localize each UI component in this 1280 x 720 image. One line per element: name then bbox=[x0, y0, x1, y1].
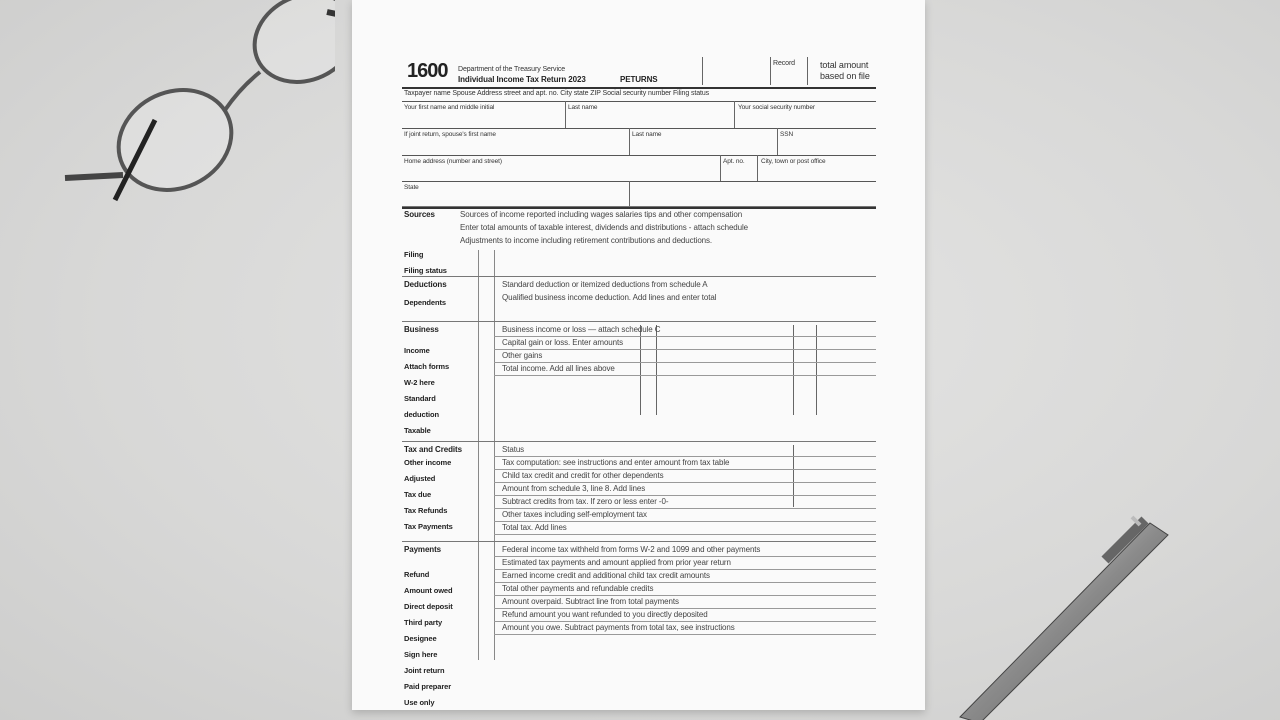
divider bbox=[793, 325, 794, 415]
top-right-line1: total amount bbox=[820, 60, 869, 70]
divider bbox=[816, 325, 817, 415]
divider bbox=[720, 155, 721, 182]
divider bbox=[494, 336, 876, 337]
divider bbox=[629, 181, 630, 208]
field-label: SSN bbox=[780, 131, 794, 138]
margin-label: Sign here bbox=[404, 650, 438, 659]
line-item: Amount from schedule 3, line 8. Add lines bbox=[502, 484, 646, 493]
margin-label: Use only bbox=[404, 698, 435, 707]
line-item: Other taxes including self-employment tax bbox=[502, 510, 647, 519]
margin-label: W-2 here bbox=[404, 378, 435, 387]
record-box: Record bbox=[773, 60, 795, 67]
field-label: Last name bbox=[568, 104, 598, 111]
divider bbox=[494, 250, 495, 660]
margin-label: deduction bbox=[404, 410, 439, 419]
divider bbox=[402, 206, 876, 207]
divider bbox=[402, 207, 876, 209]
section-label: Sources bbox=[404, 210, 435, 219]
line-item: Enter total amounts of taxable interest, dividends and distributions - attach schedule bbox=[460, 223, 749, 232]
divider bbox=[494, 456, 876, 457]
margin-label: Taxable bbox=[404, 426, 431, 435]
section-label: Business bbox=[404, 325, 439, 334]
divider bbox=[494, 482, 876, 483]
margin-label: Standard bbox=[404, 394, 436, 403]
margin-label: Other income bbox=[404, 458, 452, 467]
divider bbox=[494, 621, 876, 622]
divider bbox=[494, 534, 876, 535]
divider bbox=[629, 128, 630, 155]
form-title-line2: Individual Income Tax Return 2023 bbox=[458, 75, 586, 84]
margin-label: Dependents bbox=[404, 298, 446, 307]
line-item: Amount you owe. Subtract payments from total tax, see instructions bbox=[502, 623, 735, 632]
form-title-line1: Department of the Treasury Service bbox=[458, 66, 566, 73]
divider bbox=[494, 556, 876, 557]
line-item: Qualified business income deduction. Add lines and enter total bbox=[502, 293, 717, 302]
margin-label: Refund bbox=[404, 570, 430, 579]
field-label: State bbox=[404, 184, 419, 191]
divider bbox=[402, 181, 876, 182]
margin-label: Direct deposit bbox=[404, 602, 453, 611]
divider bbox=[793, 445, 794, 507]
divider bbox=[402, 101, 876, 102]
divider bbox=[402, 128, 876, 129]
divider bbox=[777, 128, 778, 155]
divider bbox=[770, 57, 771, 85]
line-item: Status bbox=[502, 445, 525, 454]
section-label: Tax and Credits bbox=[404, 445, 462, 454]
form-title-tag: PETURNS bbox=[620, 75, 658, 84]
divider bbox=[757, 155, 758, 182]
divider bbox=[402, 87, 876, 89]
field-label: If joint return, spouse's first name bbox=[404, 131, 496, 138]
divider bbox=[494, 582, 876, 583]
margin-label: Amount owed bbox=[404, 586, 453, 595]
line-item: Refund amount you want refunded to you directly deposited bbox=[502, 610, 708, 619]
divider bbox=[494, 634, 876, 635]
margin-label: Designee bbox=[404, 634, 437, 643]
line-item: Amount overpaid. Subtract line from total payments bbox=[502, 597, 679, 606]
divider bbox=[402, 155, 876, 156]
form-number: 1600 bbox=[407, 60, 448, 82]
margin-label: Third party bbox=[404, 618, 443, 627]
line-item: Subtract credits from tax. If zero or less enter -0- bbox=[502, 497, 669, 506]
divider bbox=[494, 495, 876, 496]
divider bbox=[494, 608, 876, 609]
line-item: Business income or loss — attach schedule C bbox=[502, 325, 661, 334]
margin-label: Joint return bbox=[404, 666, 445, 675]
line-item: Standard deduction or itemized deductions from schedule A bbox=[502, 280, 708, 289]
field-label: Your social security number bbox=[738, 104, 815, 111]
margin-label: Attach forms bbox=[404, 362, 450, 371]
field-label: Home address (number and street) bbox=[404, 158, 502, 165]
field-label: Apt. no. bbox=[723, 158, 745, 165]
line-item: Capital gain or loss. Enter amounts bbox=[502, 338, 624, 347]
line-item: Adjustments to income including retirement contributions and deductions. bbox=[460, 236, 713, 245]
margin-label: Tax Refunds bbox=[404, 506, 448, 515]
divider bbox=[494, 595, 876, 596]
line-item: Total income. Add all lines above bbox=[502, 364, 615, 373]
margin-label: Filing status bbox=[404, 266, 447, 275]
divider bbox=[478, 250, 479, 660]
section-label: Deductions bbox=[404, 280, 447, 289]
divider bbox=[494, 508, 876, 509]
divider bbox=[807, 57, 808, 85]
line-item: Total other payments and refundable credits bbox=[502, 584, 654, 593]
divider bbox=[494, 569, 876, 570]
divider bbox=[640, 325, 641, 415]
line-item: Sources of income reported including wages salaries tips and other compensation bbox=[460, 210, 743, 219]
margin-label: Tax Payments bbox=[404, 522, 453, 531]
tax-form-paper bbox=[352, 0, 925, 710]
divider bbox=[494, 362, 876, 363]
eyeglasses bbox=[55, 0, 335, 215]
divider bbox=[494, 521, 876, 522]
margin-label: Tax due bbox=[404, 490, 432, 499]
margin-label: Filing bbox=[404, 250, 424, 259]
info-row: Taxpayer name Spouse Address street and apt. no. City state ZIP Social security number Filing status bbox=[404, 90, 710, 97]
section-label: Payments bbox=[404, 545, 441, 554]
line-item: Federal income tax withheld from forms W-2 and 1099 and other payments bbox=[502, 545, 761, 554]
divider bbox=[402, 276, 876, 277]
divider bbox=[402, 541, 876, 542]
divider bbox=[494, 469, 876, 470]
line-item: Estimated tax payments and amount applied from prior year return bbox=[502, 558, 731, 567]
margin-label: Adjusted bbox=[404, 474, 436, 483]
margin-label: Income bbox=[404, 346, 430, 355]
field-label: Last name bbox=[632, 131, 662, 138]
divider bbox=[565, 101, 566, 128]
divider bbox=[702, 57, 703, 85]
top-right-line2: based on file bbox=[820, 71, 870, 81]
divider bbox=[402, 321, 876, 322]
pen bbox=[950, 505, 1195, 720]
line-item: Other gains bbox=[502, 351, 543, 360]
line-item: Child tax credit and credit for other dependents bbox=[502, 471, 664, 480]
field-label: City, town or post office bbox=[761, 158, 826, 165]
divider bbox=[494, 375, 876, 376]
divider bbox=[656, 325, 657, 415]
margin-label: Paid preparer bbox=[404, 682, 452, 691]
field-label: Your first name and middle initial bbox=[404, 104, 495, 111]
line-item: Total tax. Add lines bbox=[502, 523, 567, 532]
line-item: Tax computation: see instructions and enter amount from tax table bbox=[502, 458, 730, 467]
divider bbox=[734, 101, 735, 128]
divider bbox=[494, 349, 876, 350]
line-item: Earned income credit and additional child tax credit amounts bbox=[502, 571, 710, 580]
divider bbox=[402, 441, 876, 442]
